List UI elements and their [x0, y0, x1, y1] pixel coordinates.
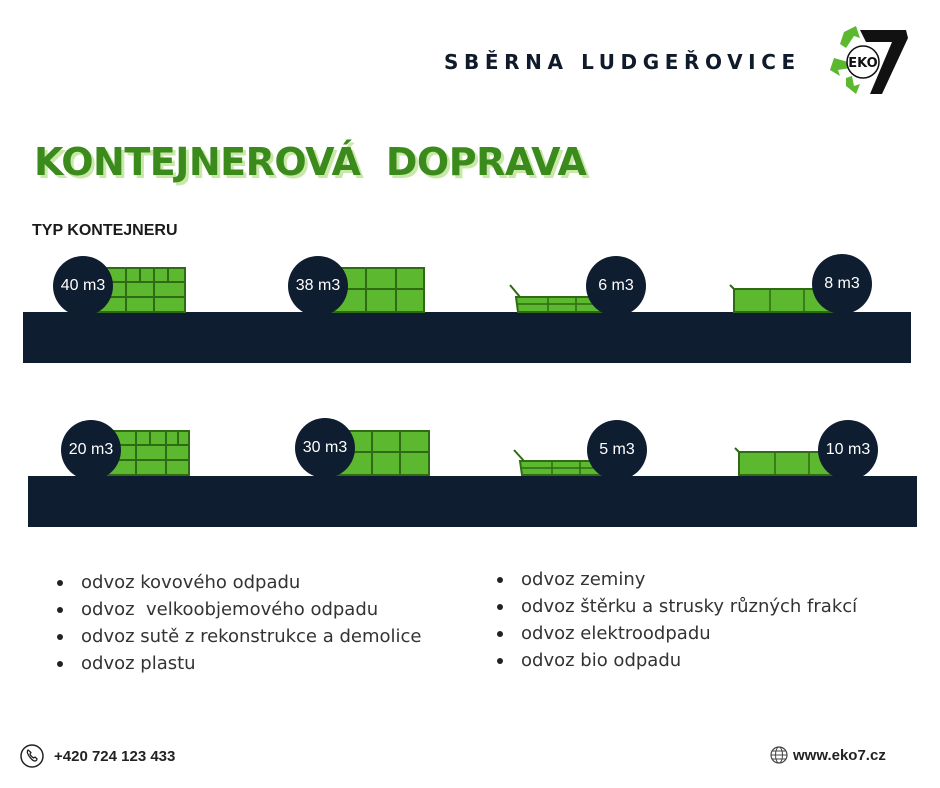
- list-item: odvoz elektroodpadu: [521, 620, 857, 647]
- list-item: odvoz štěrku a strusky různých frakcí: [521, 593, 857, 620]
- footer-phone[interactable]: [20, 744, 175, 768]
- container-badge-10: 10 m3: [818, 420, 878, 480]
- container-badge-40: 40 m3: [53, 256, 113, 316]
- services-list-right: [497, 566, 857, 674]
- page-title: [34, 140, 586, 184]
- container-row-1-base: [23, 312, 911, 363]
- globe-icon: [770, 746, 788, 764]
- services-list-left: [57, 569, 422, 677]
- container-row-2-base: [28, 476, 917, 527]
- container-badge-6: 6 m3: [586, 256, 646, 316]
- list-item: odvoz plastu: [81, 650, 422, 677]
- phone-icon: [20, 744, 44, 768]
- section-label: TYP KONTEJNERU: [32, 222, 178, 239]
- logo-text: EKO: [848, 56, 878, 71]
- list-item: odvoz zeminy: [521, 566, 857, 593]
- container-badge-20: 20 m3: [61, 420, 121, 480]
- website-link: www.eko7.cz: [793, 746, 886, 764]
- list-item: odvoz kovového odpadu: [81, 569, 422, 596]
- phone-number: +420 724 123 433: [54, 747, 176, 765]
- list-item: odvoz bio odpadu: [521, 647, 857, 674]
- title-word-2: DOPRAVA: [385, 140, 587, 184]
- container-badge-8: 8 m3: [812, 254, 872, 314]
- container-badge-5: 5 m3: [587, 420, 647, 480]
- footer-website[interactable]: [770, 746, 886, 764]
- list-item: odvoz velkoobjemového odpadu: [81, 596, 422, 623]
- container-badge-38: 38 m3: [288, 256, 348, 316]
- brand-name: SBĚRNA LUDGEŘOVICE: [444, 50, 801, 74]
- eko7-logo: [826, 24, 912, 100]
- container-badge-30: 30 m3: [295, 418, 355, 478]
- list-item: odvoz sutě z rekonstrukce a demolice: [81, 623, 422, 650]
- title-word-1: KONTEJNEROVÁ: [34, 140, 361, 184]
